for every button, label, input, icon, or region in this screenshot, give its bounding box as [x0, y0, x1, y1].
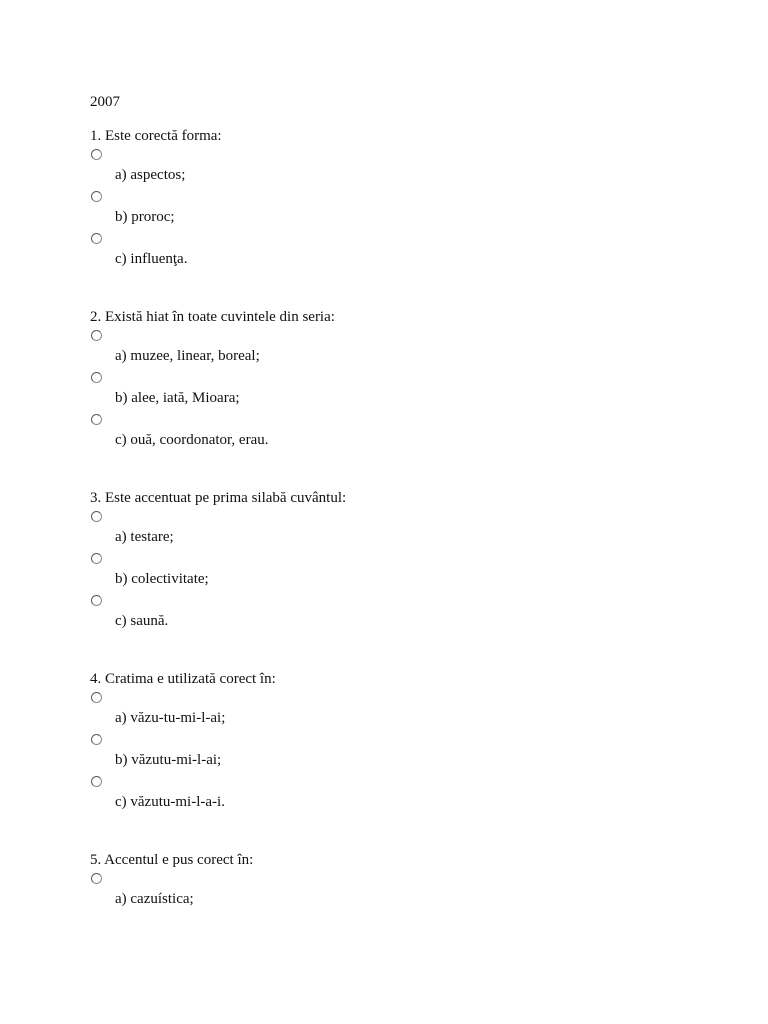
option-3a[interactable]: [90, 507, 730, 549]
radio-button-icon[interactable]: [91, 595, 102, 606]
radio-button-icon[interactable]: [91, 233, 102, 244]
option-5a[interactable]: [90, 869, 730, 911]
radio-button-icon[interactable]: [91, 372, 102, 383]
question-text: 4. Cratima e utilizată corect în:: [90, 671, 276, 687]
option-3b[interactable]: [90, 549, 730, 591]
option-label: a) aspectos;: [115, 167, 186, 183]
option-label: a) cazuística;: [115, 891, 194, 907]
option-label: b) proroc;: [115, 209, 175, 225]
option-2a[interactable]: [90, 326, 730, 368]
radio-button-icon[interactable]: [91, 414, 102, 425]
question-2: [90, 308, 730, 452]
option-label: b) văzutu-mi-l-ai;: [115, 752, 222, 768]
option-3c[interactable]: [90, 591, 730, 633]
question-text: 5. Accentul e pus corect în:: [90, 852, 254, 868]
radio-button-icon[interactable]: [91, 692, 102, 703]
question-5: [90, 851, 730, 911]
option-4a[interactable]: [90, 688, 730, 730]
question-4: [90, 670, 730, 814]
option-1b[interactable]: [90, 187, 730, 229]
option-1c[interactable]: [90, 229, 730, 271]
radio-button-icon[interactable]: [91, 873, 102, 884]
option-label: a) muzee, linear, boreal;: [115, 348, 260, 364]
question-text: 3. Este accentuat pe prima silabă cuvântul:: [90, 490, 347, 506]
option-label: b) colectivitate;: [115, 571, 209, 587]
question-1: [90, 127, 730, 271]
option-label: c) saună.: [115, 613, 169, 629]
question-3: [90, 489, 730, 633]
option-label: c) văzutu-mi-l-a-i.: [115, 794, 225, 810]
option-label: c) ouă, coordonator, erau.: [115, 432, 269, 448]
option-2b[interactable]: [90, 368, 730, 410]
radio-button-icon[interactable]: [91, 776, 102, 787]
option-label: a) văzu-tu-mi-l-ai;: [115, 710, 226, 726]
radio-button-icon[interactable]: [91, 191, 102, 202]
radio-button-icon[interactable]: [91, 734, 102, 745]
option-label: c) influenţa.: [115, 251, 188, 267]
option-4c[interactable]: [90, 772, 730, 814]
question-text: 2. Există hiat în toate cuvintele din seria:: [90, 309, 335, 325]
option-label: b) alee, iată, Mioara;: [115, 390, 240, 406]
question-text: 1. Este corectă forma:: [90, 128, 222, 144]
year-heading: 2007: [90, 94, 120, 110]
radio-button-icon[interactable]: [91, 553, 102, 564]
option-2c[interactable]: [90, 410, 730, 452]
radio-button-icon[interactable]: [91, 330, 102, 341]
option-1a[interactable]: [90, 145, 730, 187]
option-4b[interactable]: [90, 730, 730, 772]
option-label: a) testare;: [115, 529, 174, 545]
radio-button-icon[interactable]: [91, 149, 102, 160]
radio-button-icon[interactable]: [91, 511, 102, 522]
